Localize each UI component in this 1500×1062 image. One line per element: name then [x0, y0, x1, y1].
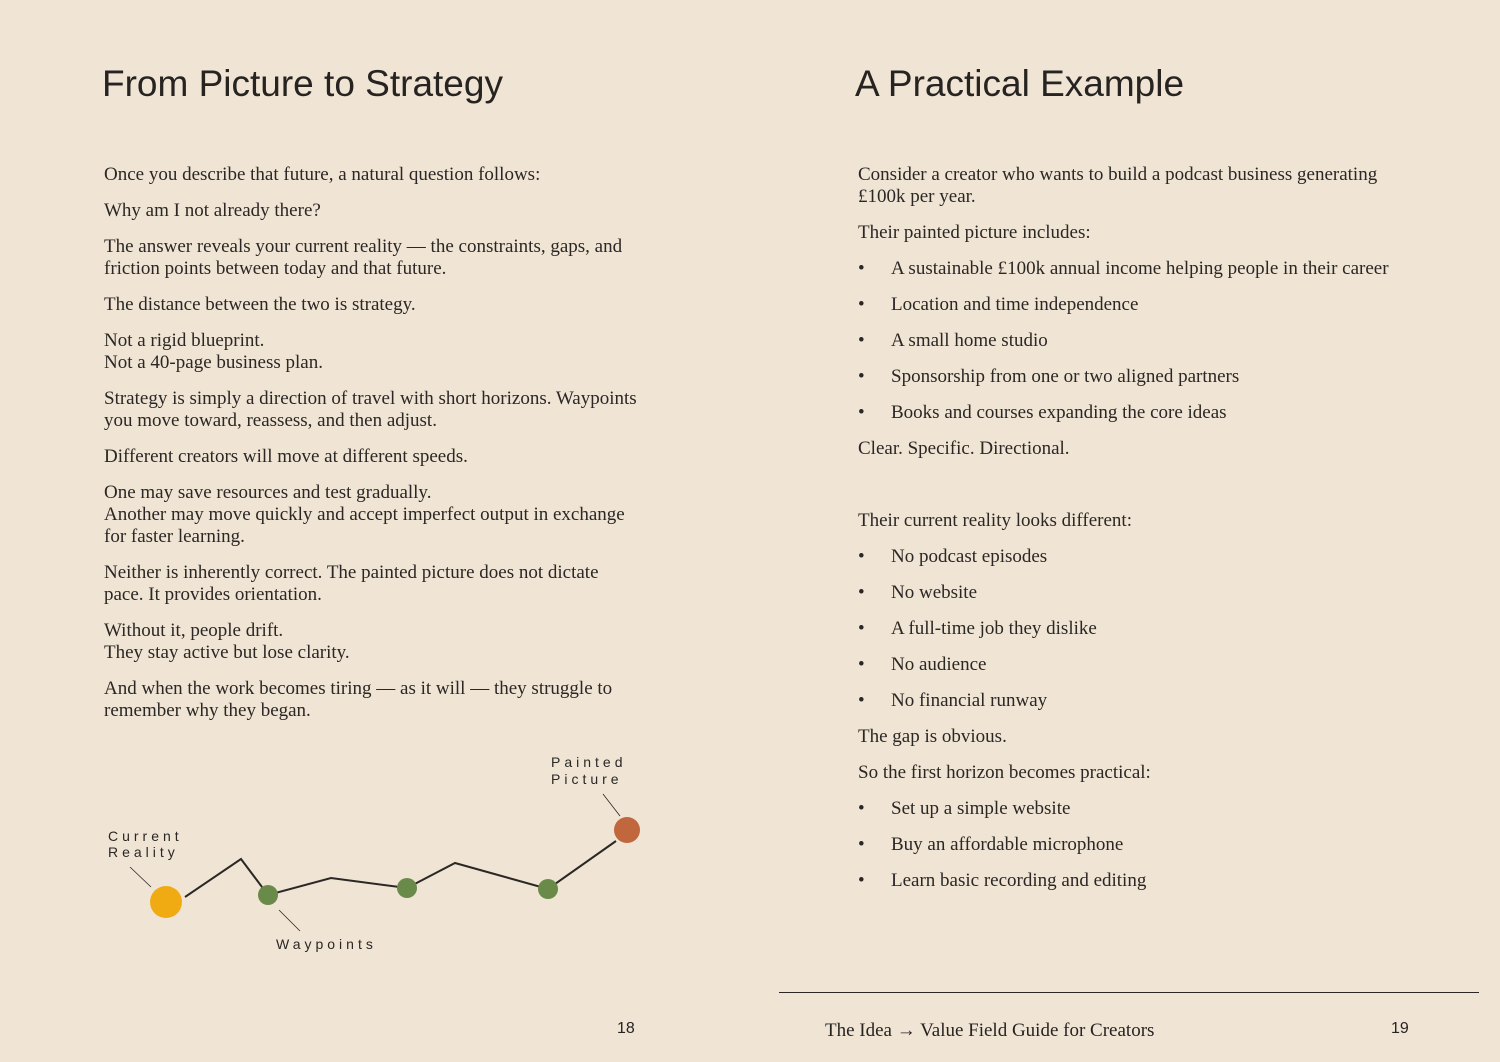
- list-item-text: Set up a simple website: [891, 798, 1071, 819]
- page-heading: From Picture to Strategy: [102, 63, 503, 104]
- waypoints-leader: [279, 910, 300, 931]
- list-item-text: Buy an affordable microphone: [891, 834, 1124, 855]
- text-line: Different creators will move at different speeds.: [104, 446, 468, 467]
- list-item: [858, 834, 1438, 856]
- text-line: £100k per year.: [858, 186, 976, 207]
- right-page: [750, 0, 1500, 1062]
- list-item-text: A small home studio: [891, 330, 1048, 351]
- paragraph: Their current reality looks different:: [858, 510, 1132, 531]
- bullet-icon: •: [858, 258, 865, 279]
- text-line: They stay active but lose clarity.: [104, 642, 350, 663]
- left-body-text: [104, 164, 674, 736]
- text-line: One may save resources and test gradually.: [104, 482, 432, 503]
- paragraph: [104, 620, 674, 664]
- page-number: 18: [617, 1020, 635, 1037]
- list-item-text: No podcast episodes: [891, 546, 1048, 567]
- text-line: Neither is inherently correct. The painted picture does not dictate: [104, 562, 599, 583]
- text-line: The distance between the two is strategy.: [104, 294, 416, 315]
- text-line: pace. It provides orientation.: [104, 584, 322, 605]
- paragraph: [104, 446, 674, 468]
- bullet-icon: •: [858, 690, 865, 711]
- paragraph: [104, 388, 674, 432]
- text-line: Without it, people drift.: [104, 620, 284, 641]
- bullet-icon: •: [858, 834, 865, 855]
- waypoints-label: Waypoints: [276, 936, 377, 952]
- waypoint-dot: [397, 878, 417, 898]
- current-reality-leader: [130, 867, 151, 887]
- paragraph: [104, 562, 674, 606]
- text-line: Not a 40-page business plan.: [104, 352, 323, 373]
- list-item-text: No website: [891, 582, 978, 603]
- text-line: Another may move quickly and accept imperfect output in exchange: [104, 504, 625, 525]
- painted-picture-leader: [603, 794, 620, 816]
- waypoint-dot: [538, 879, 558, 899]
- paragraph: [104, 164, 674, 186]
- text-line: Consider a creator who wants to build a podcast business generating: [858, 164, 1378, 185]
- text-line: you move toward, reassess, and then adjust.: [104, 410, 437, 431]
- text-line: for faster learning.: [104, 526, 245, 547]
- bullet-icon: •: [858, 366, 865, 387]
- painted-picture-dot: [614, 817, 640, 843]
- strategy-path-diagram: [100, 750, 660, 960]
- paragraph: [104, 294, 674, 316]
- bullet-icon: •: [858, 582, 865, 603]
- painted-picture-label: Picture: [551, 771, 623, 787]
- list-item: [858, 366, 1438, 388]
- bullet-icon: •: [858, 654, 865, 675]
- current-reality-label: Reality: [108, 844, 179, 860]
- list-item: [858, 618, 1438, 640]
- list-item: [858, 330, 1438, 352]
- text-line: The answer reveals your current reality — the constraints, gaps, and: [104, 236, 623, 257]
- text-line: Not a rigid blueprint.: [104, 330, 265, 351]
- paragraph: Their painted picture includes:: [858, 222, 1091, 243]
- list-item: [858, 582, 1438, 604]
- list-item-text: Learn basic recording and editing: [891, 870, 1147, 891]
- bullet-icon: •: [858, 798, 865, 819]
- paragraph: So the first horizon becomes practical:: [858, 762, 1151, 783]
- list-item: [858, 402, 1438, 424]
- bullet-icon: •: [858, 402, 865, 423]
- text-line: Why am I not already there?: [104, 200, 321, 221]
- current-reality-dot: [150, 886, 182, 918]
- list-item-text: A sustainable £100k annual income helping people in their career: [891, 258, 1389, 279]
- painted-picture-list: [858, 258, 1438, 424]
- list-item: [858, 690, 1438, 712]
- page-heading: A Practical Example: [855, 63, 1185, 104]
- paragraph: [104, 482, 674, 548]
- list-item: [858, 546, 1438, 568]
- bullet-icon: •: [858, 546, 865, 567]
- footer-divider: [779, 992, 1479, 993]
- list-item-text: No audience: [891, 654, 987, 675]
- list-item-text: Location and time independence: [891, 294, 1139, 315]
- paragraph: [104, 200, 674, 222]
- list-item: [858, 870, 1438, 892]
- list-item-text: Books and courses expanding the core ideas: [891, 402, 1227, 423]
- page-number: 19: [1391, 1020, 1409, 1037]
- paragraph: [104, 330, 674, 374]
- paragraph: [104, 236, 674, 280]
- bullet-icon: •: [858, 294, 865, 315]
- first-horizon-list: [858, 798, 1438, 892]
- list-item-text: A full-time job they dislike: [891, 618, 1097, 639]
- bullet-icon: •: [858, 870, 865, 891]
- paragraph: [104, 678, 674, 722]
- footer-title: The Idea → Value Field Guide for Creators: [825, 1020, 1155, 1041]
- paragraph: The gap is obvious.: [858, 726, 1007, 747]
- bullet-icon: •: [858, 330, 865, 351]
- waypoint-dot: [258, 885, 278, 905]
- painted-picture-label: Painted: [551, 754, 627, 770]
- text-line: friction points between today and that future.: [104, 258, 447, 279]
- list-item: [858, 294, 1438, 316]
- list-item: [858, 258, 1438, 280]
- text-line: Strategy is simply a direction of travel with short horizons. Waypoints: [104, 388, 637, 409]
- list-item-text: No financial runway: [891, 690, 1048, 711]
- paragraph: Clear. Specific. Directional.: [858, 438, 1070, 459]
- text-line: And when the work becomes tiring — as it will — they struggle to: [104, 678, 613, 699]
- paragraph: [858, 164, 1438, 208]
- bullet-icon: •: [858, 618, 865, 639]
- list-item-text: Sponsorship from one or two aligned partners: [891, 366, 1240, 387]
- right-body-text: [858, 164, 1438, 906]
- list-item: [858, 654, 1438, 676]
- text-line: Once you describe that future, a natural question follows:: [104, 164, 541, 185]
- list-item: [858, 798, 1438, 820]
- text-line: remember why they began.: [104, 700, 311, 721]
- current-reality-label: Current: [108, 828, 183, 844]
- current-reality-list: [858, 546, 1438, 712]
